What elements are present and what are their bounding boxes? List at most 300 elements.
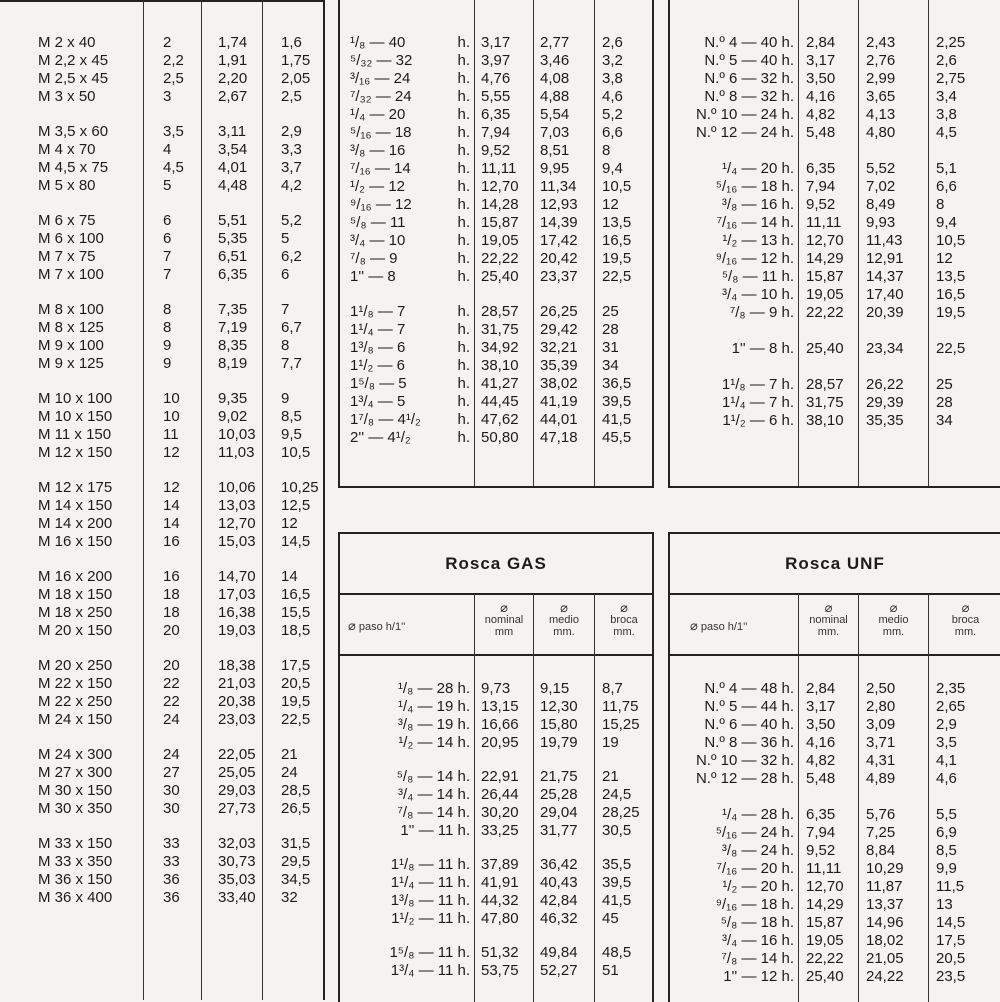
broca-cell: 4,5 (936, 124, 957, 141)
designation-cell: M 9 x 100 (38, 337, 104, 354)
table-row (340, 339, 652, 357)
unit-cell: h. (457, 303, 470, 320)
table-row (0, 123, 323, 141)
unf-header-paso-label: paso h/1'' (700, 621, 748, 633)
nominal-cell: 31,75 (806, 394, 844, 411)
broca-cell: 2,65 (936, 698, 966, 715)
medio-cell: 5,52 (866, 160, 896, 177)
medio-cell: 40,43 (540, 874, 578, 891)
table-row (340, 822, 652, 840)
medio-cell: 14,39 (540, 214, 578, 231)
gas-header-medio-label: medio (549, 614, 579, 626)
unf-header-nominal (799, 602, 858, 638)
broca-cell: 28,5 (281, 782, 311, 799)
gas-header-rule (340, 654, 652, 656)
nominal-cell: 22,22 (481, 250, 519, 267)
medio-cell: 41,19 (540, 393, 578, 410)
nominal-cell: 24 (163, 746, 180, 763)
medio-cell: 1,74 (218, 34, 248, 51)
table-row (340, 804, 652, 822)
unf-panel-title: Rosca UNF (785, 554, 885, 573)
designation-cell: ¹/₄ — 28 h. (722, 806, 794, 823)
broca-cell: 11,75 (602, 698, 639, 715)
broca-cell: 8,7 (602, 680, 623, 697)
designation-cell: ³/₈ — 16 (350, 142, 406, 159)
table-row (340, 786, 652, 804)
designation-cell: ³/₄ — 14 h. (398, 786, 470, 803)
table-row (670, 268, 1000, 286)
table-row (670, 734, 1000, 752)
medio-cell: 17,03 (218, 586, 256, 603)
broca-cell: 10,5 (281, 444, 311, 461)
designation-cell: ⁵/₈ — 18 h. (720, 914, 794, 931)
nominal-cell: 12,70 (806, 878, 844, 895)
nominal-cell: 11 (163, 426, 179, 443)
table-row (340, 944, 652, 962)
broca-cell: 19,5 (281, 693, 311, 710)
medio-cell: 5,51 (218, 212, 248, 229)
medio-cell: 9,93 (866, 214, 896, 231)
broca-cell: 35,5 (602, 856, 632, 873)
broca-cell: 12,5 (281, 497, 311, 514)
unit-cell: h. (457, 142, 470, 159)
broca-cell: 16,5 (602, 232, 632, 249)
nominal-cell: 9 (163, 355, 172, 372)
designation-cell: N.º 6 — 40 h. (704, 716, 794, 733)
table-row (0, 337, 323, 355)
medio-cell: 2,20 (218, 70, 248, 87)
designation-cell: ³/₈ — 16 h. (721, 196, 794, 213)
broca-cell: 4,1 (936, 752, 957, 769)
nominal-cell: 9,52 (806, 196, 836, 213)
nominal-cell: 3,50 (806, 70, 836, 87)
designation-cell: M 11 x 150 (38, 426, 112, 443)
designation-cell: N.º 10 — 32 h. (695, 752, 794, 769)
nominal-cell: 2,5 (163, 70, 184, 87)
designation-cell: M 6 x 100 (38, 230, 104, 247)
nominal-cell: 15,87 (806, 268, 844, 285)
designation-cell: ⁹/₁₆ — 12 h. (715, 250, 794, 267)
designation-cell: 1³/₄ — 11 h. (390, 962, 470, 979)
designation-cell: M 10 x 150 (38, 408, 113, 425)
designation-cell: ⁷/₈ — 9 (350, 250, 398, 267)
designation-cell: 1⁵/₈ — 11 h. (389, 944, 470, 961)
designation-cell: ⁵/₁₆ — 18 (350, 124, 412, 141)
table-row (670, 160, 1000, 178)
table-row (340, 716, 652, 734)
medio-cell: 3,71 (866, 734, 896, 751)
unit-cell: h. (457, 411, 470, 428)
table-row (670, 770, 1000, 788)
broca-cell: 25 (936, 376, 953, 393)
table-row (340, 303, 652, 321)
medio-cell: 18,02 (866, 932, 904, 949)
broca-cell: 45,5 (602, 429, 632, 446)
designation-cell: M 22 x 250 (38, 693, 113, 710)
designation-cell: ⁷/₁₆ — 14 (350, 160, 411, 177)
broca-cell: 41,5 (602, 892, 632, 909)
broca-cell: 13 (936, 896, 953, 913)
nominal-cell: 4,82 (806, 752, 836, 769)
unit-cell: h. (457, 357, 470, 374)
unc-thread-panel (338, 0, 654, 488)
broca-cell: 19,5 (936, 304, 966, 321)
nominal-cell: 7 (163, 248, 172, 265)
medio-cell: 4,48 (218, 177, 248, 194)
broca-cell: 2,6 (936, 52, 957, 69)
medio-cell: 25,28 (540, 786, 578, 803)
broca-cell: 22,5 (936, 340, 966, 357)
nominal-cell: 22,22 (806, 304, 844, 321)
designation-cell: N.º 12 — 24 h. (695, 124, 794, 141)
medio-cell: 6,51 (218, 248, 248, 265)
nominal-cell: 53,75 (481, 962, 519, 979)
nominal-cell: 50,80 (481, 429, 519, 446)
unit-cell: h. (457, 214, 470, 231)
gas-title-rule (340, 593, 652, 595)
nominal-cell: 4,16 (806, 88, 836, 105)
nominal-cell: 28,57 (481, 303, 519, 320)
nominal-cell: 8 (163, 301, 172, 318)
nominal-cell: 7,94 (806, 824, 836, 841)
table-row (0, 711, 323, 729)
medio-cell: 4,88 (540, 88, 570, 105)
designation-cell: N.º 5 — 40 h. (704, 52, 794, 69)
designation-cell: M 3,5 x 60 (38, 123, 109, 140)
designation-cell: M 8 x 125 (38, 319, 104, 336)
designation-cell: ⁹/₁₆ — 18 h. (715, 896, 794, 913)
table-row (340, 232, 652, 250)
designation-cell: M 36 x 400 (38, 889, 113, 906)
nominal-cell: 2,84 (806, 34, 836, 51)
broca-cell: 5,2 (602, 106, 623, 123)
nominal-cell: 14,29 (806, 250, 844, 267)
unit-cell: h. (457, 250, 470, 267)
broca-cell: 4,6 (936, 770, 957, 787)
table-row (670, 376, 1000, 394)
nominal-cell: 6 (163, 212, 172, 229)
broca-cell: 1,6 (281, 34, 302, 51)
designation-cell: 1'' — 8 h. (731, 340, 794, 357)
medio-cell: 47,18 (540, 429, 578, 446)
gas-header-paso-label: paso h/1'' (358, 621, 406, 633)
nominal-cell: 14 (163, 497, 180, 514)
nominal-cell: 7,94 (806, 178, 836, 195)
table-row (0, 889, 323, 907)
medio-cell: 38,02 (540, 375, 578, 392)
medio-cell: 26,22 (866, 376, 904, 393)
designation-cell: M 36 x 150 (38, 871, 113, 888)
unit-cell: h. (457, 393, 470, 410)
designation-cell: M 5 x 80 (38, 177, 96, 194)
table-row (670, 950, 1000, 968)
medio-cell: 2,99 (866, 70, 896, 87)
medio-cell: 21,05 (866, 950, 904, 967)
designation-cell: 1¹/₄ — 7 h. (722, 394, 794, 411)
broca-cell: 22,5 (602, 268, 632, 285)
designation-cell: ¹/₈ — 28 h. (397, 680, 470, 697)
medio-cell: 6,35 (218, 266, 248, 283)
nominal-cell: 25,40 (481, 268, 519, 285)
designation-cell: ¹/₂ — 20 h. (722, 878, 794, 895)
broca-cell: 17,5 (936, 932, 966, 949)
medio-cell: 2,80 (866, 698, 896, 715)
gas-thread-panel (338, 532, 654, 1002)
designation-cell: M 22 x 150 (38, 675, 113, 692)
designation-cell: ¹/₂ — 14 h. (398, 734, 470, 751)
nominal-cell: 19,05 (806, 932, 844, 949)
broca-cell: 39,5 (602, 874, 632, 891)
nominal-cell: 22 (163, 693, 180, 710)
designation-cell: M 18 x 250 (38, 604, 113, 621)
broca-cell: 12 (602, 196, 619, 213)
broca-cell: 15,25 (602, 716, 640, 733)
designation-cell: ⁵/₈ — 14 h. (396, 768, 470, 785)
designation-cell: M 12 x 175 (38, 479, 113, 496)
nominal-cell: 47,62 (481, 411, 519, 428)
broca-cell: 9,9 (936, 860, 957, 877)
designation-cell: M 20 x 150 (38, 622, 113, 639)
nominal-cell: 12,70 (481, 178, 519, 195)
broca-cell: 36,5 (602, 375, 632, 392)
designation-cell: M 16 x 150 (38, 533, 113, 550)
table-row (340, 250, 652, 268)
broca-cell: 19,5 (602, 250, 632, 267)
designation-cell: ¹/₂ — 13 h. (722, 232, 794, 249)
broca-cell: 3,5 (936, 734, 957, 751)
designation-cell: ⁷/₈ — 14 h. (721, 950, 794, 967)
medio-cell: 7,25 (866, 824, 896, 841)
nominal-cell: 8 (163, 319, 172, 336)
nominal-cell: 10 (163, 390, 180, 407)
nominal-cell: 18 (163, 586, 180, 603)
medio-cell: 12,30 (540, 698, 578, 715)
table-row (670, 824, 1000, 842)
medio-cell: 7,35 (218, 301, 248, 318)
table-row (340, 196, 652, 214)
table-row (340, 734, 652, 752)
medio-cell: 4,89 (866, 770, 896, 787)
designation-cell: ⁷/₁₆ — 20 h. (716, 860, 794, 877)
nominal-cell: 3,17 (481, 34, 511, 51)
table-row (340, 106, 652, 124)
table-row (0, 533, 323, 551)
medio-cell: 19,03 (218, 622, 256, 639)
table-row (0, 764, 323, 782)
nominal-cell: 22 (163, 675, 180, 692)
designation-cell: 1¹/₈ — 7 (350, 303, 406, 320)
table-row (340, 962, 652, 980)
nominal-cell: 3,97 (481, 52, 511, 69)
medio-cell: 19,79 (540, 734, 578, 751)
broca-cell: 14 (281, 568, 298, 585)
designation-cell: N.º 4 — 40 h. (704, 34, 794, 51)
table-row (670, 286, 1000, 304)
broca-cell: 24,5 (602, 786, 632, 803)
nominal-cell: 19,05 (481, 232, 519, 249)
table-row (0, 88, 323, 106)
table-row (0, 675, 323, 693)
medio-cell: 35,35 (866, 412, 904, 429)
unit-cell: h. (457, 70, 470, 87)
nominal-cell: 33 (163, 835, 180, 852)
nominal-cell: 12,70 (806, 232, 844, 249)
nominal-cell: 2,2 (163, 52, 184, 69)
broca-cell: 20,5 (281, 675, 311, 692)
broca-cell: 5 (281, 230, 290, 247)
nominal-cell: 11,11 (806, 860, 842, 877)
table-row (0, 479, 323, 497)
medio-cell: 46,32 (540, 910, 578, 927)
unf-thread-panel (668, 532, 1000, 1002)
medio-cell: 33,40 (218, 889, 256, 906)
broca-cell: 6,9 (936, 824, 957, 841)
broca-cell: 5,1 (936, 160, 957, 177)
designation-cell: ¹/₂ — 12 (350, 178, 406, 195)
broca-cell: 6,7 (281, 319, 302, 336)
unf-header-medio-unit: mm. (882, 626, 905, 638)
broca-cell: 2,9 (936, 716, 957, 733)
medio-cell: 35,39 (540, 357, 578, 374)
table-row (0, 515, 323, 533)
nominal-cell: 51,32 (481, 944, 519, 961)
medio-cell: 32,21 (540, 339, 578, 356)
gas-header-nominal (475, 602, 533, 638)
nominal-cell: 11,11 (806, 214, 842, 231)
medio-cell: 9,02 (218, 408, 248, 425)
diameter-symbol-icon: ⌀ (620, 600, 628, 615)
medio-cell: 3,11 (218, 123, 247, 140)
designation-cell: M 27 x 300 (38, 764, 113, 781)
table-row (0, 141, 323, 159)
nominal-cell: 16 (163, 533, 180, 550)
designation-cell: 1¹/₈ — 7 h. (721, 376, 794, 393)
designation-cell: M 4,5 x 75 (38, 159, 109, 176)
unit-cell: h. (457, 160, 470, 177)
medio-cell: 36,42 (540, 856, 578, 873)
designation-cell: ⁵/₃₂ — 32 (350, 52, 413, 69)
table-row (0, 390, 323, 408)
broca-cell: 23,5 (936, 968, 966, 985)
broca-cell: 17,5 (281, 657, 311, 674)
nominal-cell: 9 (163, 337, 172, 354)
table-row (670, 34, 1000, 52)
table-row (670, 680, 1000, 698)
broca-cell: 8,5 (281, 408, 302, 425)
table-row (340, 52, 652, 70)
gas-header-nominal-label: nominal (484, 614, 524, 626)
designation-cell: 1⁷/₈ — 4¹/₂ (350, 411, 421, 428)
nominal-cell: 7,94 (481, 124, 511, 141)
medio-cell: 23,03 (218, 711, 256, 728)
designation-cell: 1⁵/₈ — 5 (350, 375, 407, 392)
nominal-cell: 26,44 (481, 786, 519, 803)
table-row (670, 752, 1000, 770)
table-row (0, 212, 323, 230)
nominal-cell: 12 (163, 479, 180, 496)
broca-cell: 24 (281, 764, 298, 781)
broca-cell: 14,5 (936, 914, 966, 931)
medio-cell: 20,39 (866, 304, 904, 321)
broca-cell: 4,2 (281, 177, 302, 194)
medio-cell: 9,15 (540, 680, 570, 697)
broca-cell: 14,5 (281, 533, 311, 550)
medio-cell: 4,80 (866, 124, 896, 141)
designation-cell: ⁷/₃₂ — 24 (350, 88, 412, 105)
gas-header-broca (595, 602, 653, 638)
designation-cell: M 9 x 125 (38, 355, 104, 372)
diameter-symbol-icon: ⌀ (690, 618, 698, 633)
designation-cell: M 2 x 40 (38, 34, 96, 51)
broca-cell: 4,6 (602, 88, 623, 105)
broca-cell: 8,5 (936, 842, 957, 859)
medio-cell: 14,70 (218, 568, 256, 585)
designation-cell: M 20 x 250 (38, 657, 113, 674)
broca-cell: 9 (281, 390, 290, 407)
table-row (670, 106, 1000, 124)
medio-cell: 3,65 (866, 88, 896, 105)
medio-cell: 31,77 (540, 822, 578, 839)
medio-cell: 12,70 (218, 515, 256, 532)
designation-cell: ¹/₈ — 40 (350, 34, 406, 51)
table-row (0, 159, 323, 177)
unf-header-nominal-label: nominal (809, 614, 848, 626)
unit-cell: h. (457, 106, 470, 123)
gas-header-medio (534, 602, 594, 638)
unf-header-rule (670, 654, 1000, 656)
nominal-cell: 37,89 (481, 856, 519, 873)
broca-cell: 8 (281, 337, 290, 354)
table-row (0, 408, 323, 426)
broca-cell: 34 (936, 412, 953, 429)
designation-cell: ³/₄ — 10 h. (722, 286, 794, 303)
medio-cell: 8,51 (540, 142, 570, 159)
broca-cell: 9,4 (936, 214, 957, 231)
table-row (340, 142, 652, 160)
medio-cell: 29,04 (540, 804, 578, 821)
broca-cell: 6 (281, 266, 290, 283)
broca-cell: 2,05 (281, 70, 311, 87)
designation-cell: M 14 x 150 (38, 497, 113, 514)
table-row (670, 412, 1000, 430)
medio-cell: 26,25 (540, 303, 578, 320)
medio-cell: 11,03 (218, 444, 255, 461)
broca-cell: 22,5 (281, 711, 311, 728)
nominal-cell: 7 (163, 266, 172, 283)
medio-cell: 2,77 (540, 34, 570, 51)
unit-cell: h. (457, 232, 470, 249)
table-row (670, 842, 1000, 860)
nominal-cell: 4,82 (806, 106, 836, 123)
table-row (340, 874, 652, 892)
broca-cell: 31,5 (281, 835, 311, 852)
table-row (670, 52, 1000, 70)
table-row (0, 52, 323, 70)
designation-cell: 1³/₄ — 5 (350, 393, 406, 410)
nominal-cell: 12 (163, 444, 180, 461)
designation-cell: ³/₈ — 19 h. (397, 716, 470, 733)
broca-cell: 5,2 (281, 212, 302, 229)
unf-title-rule (670, 593, 1000, 595)
nominal-cell: 14,28 (481, 196, 519, 213)
medio-cell: 1,91 (218, 52, 248, 69)
table-row (340, 856, 652, 874)
medio-cell: 10,06 (218, 479, 256, 496)
medio-cell: 29,03 (218, 782, 256, 799)
medio-cell: 29,42 (540, 321, 578, 338)
broca-cell: 19 (602, 734, 619, 751)
designation-cell: 1³/₈ — 6 (350, 339, 406, 356)
